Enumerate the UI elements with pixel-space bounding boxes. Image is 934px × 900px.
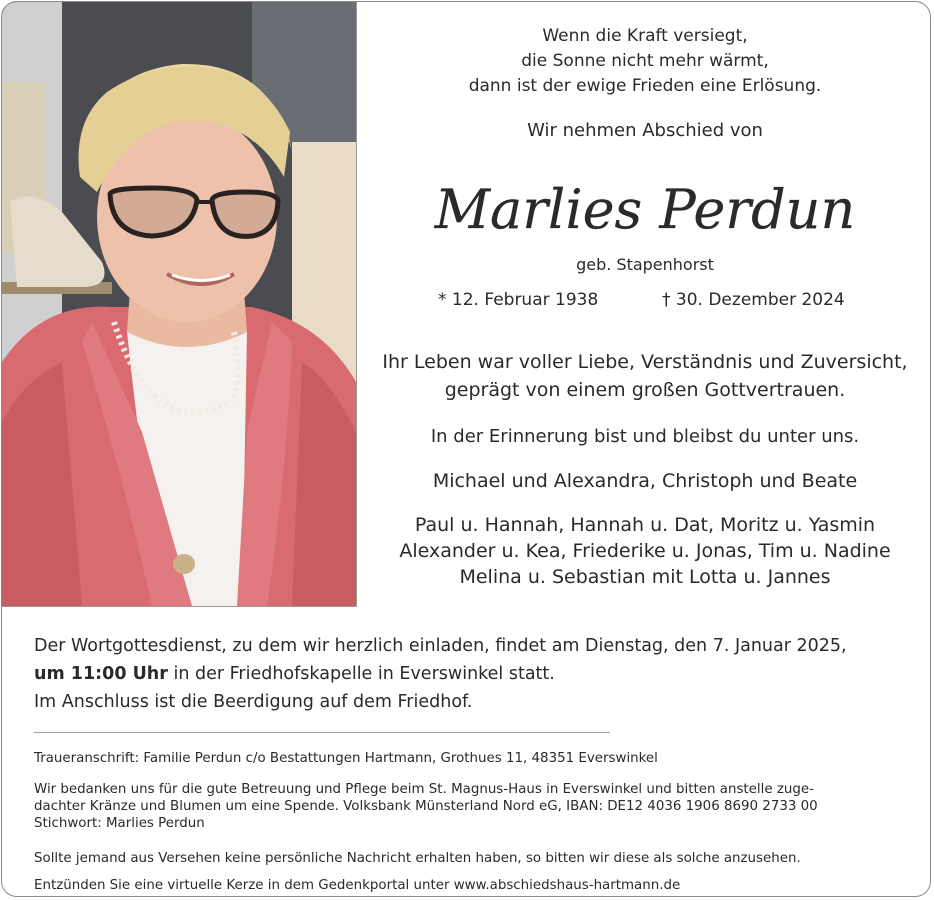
death-date: † 30. Dezember 2024 bbox=[662, 290, 845, 310]
grandchildren-line: Alexander u. Kea, Friederike u. Jonas, Tim u. Nadine bbox=[399, 540, 891, 562]
mourning-address: Traueranschrift: Familie Perdun c/o Bestattungen Hartmann, Grothues 11, 48351 Everswinkel bbox=[34, 751, 658, 766]
notice-text: Sollte jemand aus Versehen keine persönliche Nachricht erhalten haben, so bitten wir diese als solche anzusehen. bbox=[34, 851, 801, 866]
portrait-photo bbox=[2, 2, 357, 607]
service-info bbox=[34, 632, 914, 716]
poem-line: die Sonne nicht mehr wärmt, bbox=[521, 51, 769, 71]
service-location: in der Friedhofskapelle in Everswinkel statt. bbox=[167, 664, 555, 684]
poem-line: Wenn die Kraft versiegt, bbox=[542, 26, 748, 46]
life-motto bbox=[358, 348, 931, 404]
grandchildren-line: Paul u. Hannah, Hannah u. Dat, Moritz u. Yasmin bbox=[414, 514, 876, 536]
motto-line: Ihr Leben war voller Liebe, Verständnis und Zuversicht, bbox=[382, 351, 908, 373]
grandchildren-names bbox=[358, 512, 931, 590]
poem bbox=[358, 24, 931, 99]
family-names: Michael und Alexandra, Christoph und Beate bbox=[432, 470, 858, 492]
deceased-name-text: Marlies Perdun bbox=[434, 178, 856, 241]
service-time: um 11:00 Uhr bbox=[34, 664, 168, 684]
deceased-name bbox=[358, 162, 931, 252]
divider bbox=[34, 732, 610, 733]
memorial-portal-text: Entzünden Sie eine virtuelle Kerze in dem Gedenkportal unter www.abschiedshaus-hartmann.de bbox=[34, 878, 681, 893]
maiden-name: geb. Stapenhorst bbox=[576, 255, 714, 274]
farewell-intro: Wir nehmen Abschied von bbox=[527, 120, 763, 141]
service-line-2 bbox=[34, 660, 914, 688]
thanks-line: dachter Kränze und Blumen um eine Spende. Volksbank Münsterland Nord eG, IBAN: DE12 4036 1906 8690 2733 00 bbox=[34, 799, 818, 814]
portrait-illustration bbox=[2, 2, 356, 606]
motto-line: geprägt von einem großen Gottvertrauen. bbox=[444, 379, 846, 401]
thanks-line: Wir bedanken uns für die gute Betreuung und Pflege beim St. Magnus-Haus in Everswinkel und bitten anstelle zuge- bbox=[34, 782, 814, 797]
birth-date: * 12. Februar 1938 bbox=[438, 290, 599, 310]
donation-thanks bbox=[34, 781, 924, 832]
memory-line: In der Erinnerung bist und bleibst du unter uns. bbox=[430, 426, 860, 447]
service-line-3: Im Anschluss ist die Beerdigung auf dem Friedhof. bbox=[34, 692, 473, 712]
grandchildren-line: Melina u. Sebastian mit Lotta u. Jannes bbox=[459, 566, 831, 588]
poem-line: dann ist der ewige Frieden eine Erlösung. bbox=[468, 76, 822, 96]
signature-name bbox=[365, 162, 925, 252]
obituary-card bbox=[1, 1, 931, 897]
service-line-1: Der Wortgottesdienst, zu dem wir herzlich einladen, findet am Dienstag, den 7. Januar 2025, bbox=[34, 636, 847, 656]
thanks-line: Stichwort: Marlies Perdun bbox=[34, 816, 205, 831]
